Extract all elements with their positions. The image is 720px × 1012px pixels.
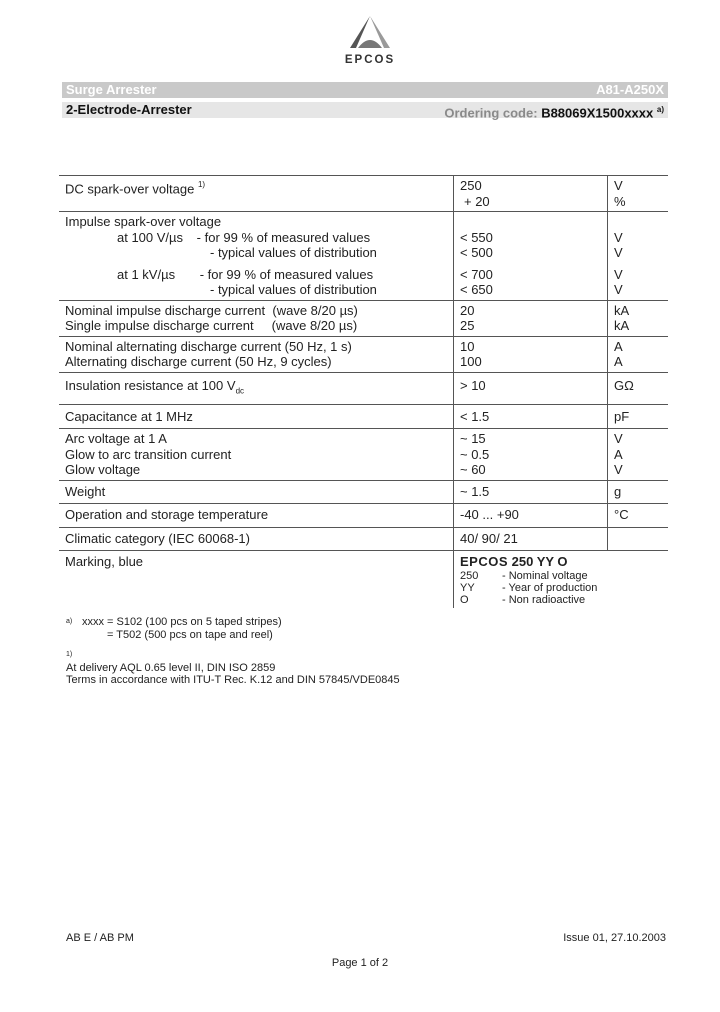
brand-name: EPCOS — [344, 54, 396, 66]
ordering-code-line — [444, 102, 664, 121]
table-row — [59, 551, 668, 608]
impulse-unit-4: V — [614, 282, 623, 297]
product-type: Surge Arrester — [66, 82, 157, 97]
table-row — [59, 429, 668, 481]
table-row — [59, 480, 668, 504]
insulation-value: > 10 — [454, 372, 608, 404]
footnotes — [66, 616, 400, 687]
ac-value-2: 100 — [460, 354, 482, 369]
arc-value-2: ~ 0.5 — [460, 446, 490, 462]
climatic-value: 40/ 90/ 21 — [454, 527, 608, 551]
arc-value-1: ~ 15 — [460, 431, 486, 447]
marking-code: 250 YY O — [511, 554, 568, 570]
arc-unit-3: V — [614, 462, 623, 478]
impulse-unit-1: V — [614, 229, 623, 245]
table-row — [59, 176, 668, 212]
impulse-desc-1: - for 99 % of measured values — [196, 229, 371, 245]
impulse-unit-3: V — [614, 266, 623, 282]
impulse-value-3: < 700 — [460, 266, 493, 282]
ac-unit-1: A — [614, 338, 623, 354]
note-1-line-2: Terms in accordance with ITU-T Rec. K.12 and DIN 57845/VDE0845 — [66, 674, 400, 686]
impulse-title: Impulse spark-over voltage — [65, 214, 222, 229]
impulse-unit-2: V — [614, 245, 623, 260]
ac-value-1: 10 — [460, 338, 475, 354]
impulse-value-4: < 650 — [460, 282, 493, 297]
impulse-desc-4: - typical values of distribution — [210, 282, 377, 297]
temp-unit: °C — [608, 504, 669, 528]
arc-unit-1: V — [614, 431, 623, 447]
spec-table — [59, 175, 668, 608]
epcos-logo — [330, 14, 410, 70]
temp-label: Operation and storage temperature — [59, 504, 454, 528]
part-number: A81-A250X — [596, 82, 664, 97]
table-row — [59, 300, 668, 336]
footer-department: AB E / AB PM — [66, 932, 134, 944]
dc-tolerance-unit: % — [614, 193, 626, 209]
table-row — [59, 504, 668, 528]
dc-value: 250 — [460, 178, 482, 193]
note-a-line-2: = T502 (500 pcs on tape and reel) — [107, 628, 273, 641]
dc-label: DC spark-over voltage — [65, 181, 195, 197]
table-row — [59, 372, 668, 404]
ordering-code-label: Ordering code: — [444, 105, 538, 121]
note-1-line-1: At delivery AQL 0.65 level II, DIN ISO 2859 — [66, 661, 276, 674]
subtitle: 2-Electrode-Arrester — [66, 102, 192, 117]
discharge-label-1: Nominal impulse discharge current (wave 8/20 µs) — [65, 302, 358, 318]
impulse-rate-2: at 1 kV/µs — [117, 266, 176, 282]
discharge-value-2: 25 — [460, 318, 475, 333]
insulation-label: Insulation resistance at 100 V — [65, 377, 236, 393]
subtitle-bar — [62, 102, 668, 121]
table-row — [59, 404, 668, 429]
discharge-value-1: 20 — [460, 302, 475, 318]
arc-unit-2: A — [614, 446, 623, 462]
discharge-label-2: Single impulse discharge current (wave 8/20 µs) — [65, 318, 358, 333]
table-row — [59, 336, 668, 372]
insulation-sub: dc — [235, 386, 245, 396]
arc-label-1: Arc voltage at 1 A — [65, 431, 167, 447]
dc-unit: V — [614, 178, 623, 193]
ac-label-2: Alternating discharge current (50 Hz, 9 cycles) — [65, 354, 332, 369]
dc-tolerance: + 20 — [464, 193, 490, 209]
arc-label-2: Glow to arc transition current — [65, 446, 232, 462]
capacitance-value: < 1.5 — [454, 404, 608, 429]
ordering-code: B88069X1500xxxx — [541, 105, 654, 121]
list-item: YY - Year of production — [460, 581, 598, 594]
ac-unit-2: A — [614, 354, 623, 369]
dc-note: 1) — [197, 180, 206, 189]
discharge-unit-1: kA — [614, 302, 630, 318]
impulse-desc-3: - for 99 % of measured values — [199, 266, 374, 282]
weight-unit: g — [608, 480, 669, 504]
list-item: 250 - Nominal voltage — [460, 569, 588, 582]
temp-value: -40 ... +90 — [454, 504, 608, 528]
capacitance-label: Capacitance at 1 MHz — [59, 404, 454, 429]
product-type-bar — [62, 82, 668, 98]
epcos-triangle-icon — [344, 14, 396, 50]
climatic-label: Climatic category (IEC 60068-1) — [59, 527, 454, 551]
page-number: Page 1 of 2 — [331, 957, 389, 969]
weight-label: Weight — [59, 480, 454, 504]
table-row — [59, 527, 668, 551]
arc-value-3: ~ 60 — [460, 462, 486, 478]
weight-value: ~ 1.5 — [454, 480, 608, 504]
list-item: O - Non radioactive — [460, 593, 586, 606]
marking-label: Marking, blue — [65, 554, 144, 570]
arc-label-3: Glow voltage — [65, 462, 141, 478]
insulation-unit: GΩ — [608, 372, 669, 404]
note-1-label: 1) — [66, 651, 73, 658]
impulse-desc-2: - typical values of distribution — [210, 245, 377, 260]
impulse-rate-1: at 100 V/µs — [117, 229, 184, 245]
note-a-line-1: xxxx = S102 (100 pcs on 5 taped stripes) — [82, 616, 282, 628]
capacitance-unit: pF — [608, 404, 669, 429]
note-a-label: a) — [66, 618, 73, 625]
ac-label-1: Nominal alternating discharge current (50 Hz, 1 s) — [65, 338, 352, 354]
discharge-unit-2: kA — [614, 318, 630, 333]
impulse-value-2: < 500 — [460, 245, 493, 260]
marking-legend — [460, 570, 662, 606]
table-row — [59, 212, 668, 301]
footer-issue: Issue 01, 27.10.2003 — [563, 932, 666, 944]
marking-brand: EPCOS — [460, 554, 509, 570]
impulse-value-1: < 550 — [460, 229, 493, 245]
ordering-code-note: a) — [656, 105, 664, 114]
